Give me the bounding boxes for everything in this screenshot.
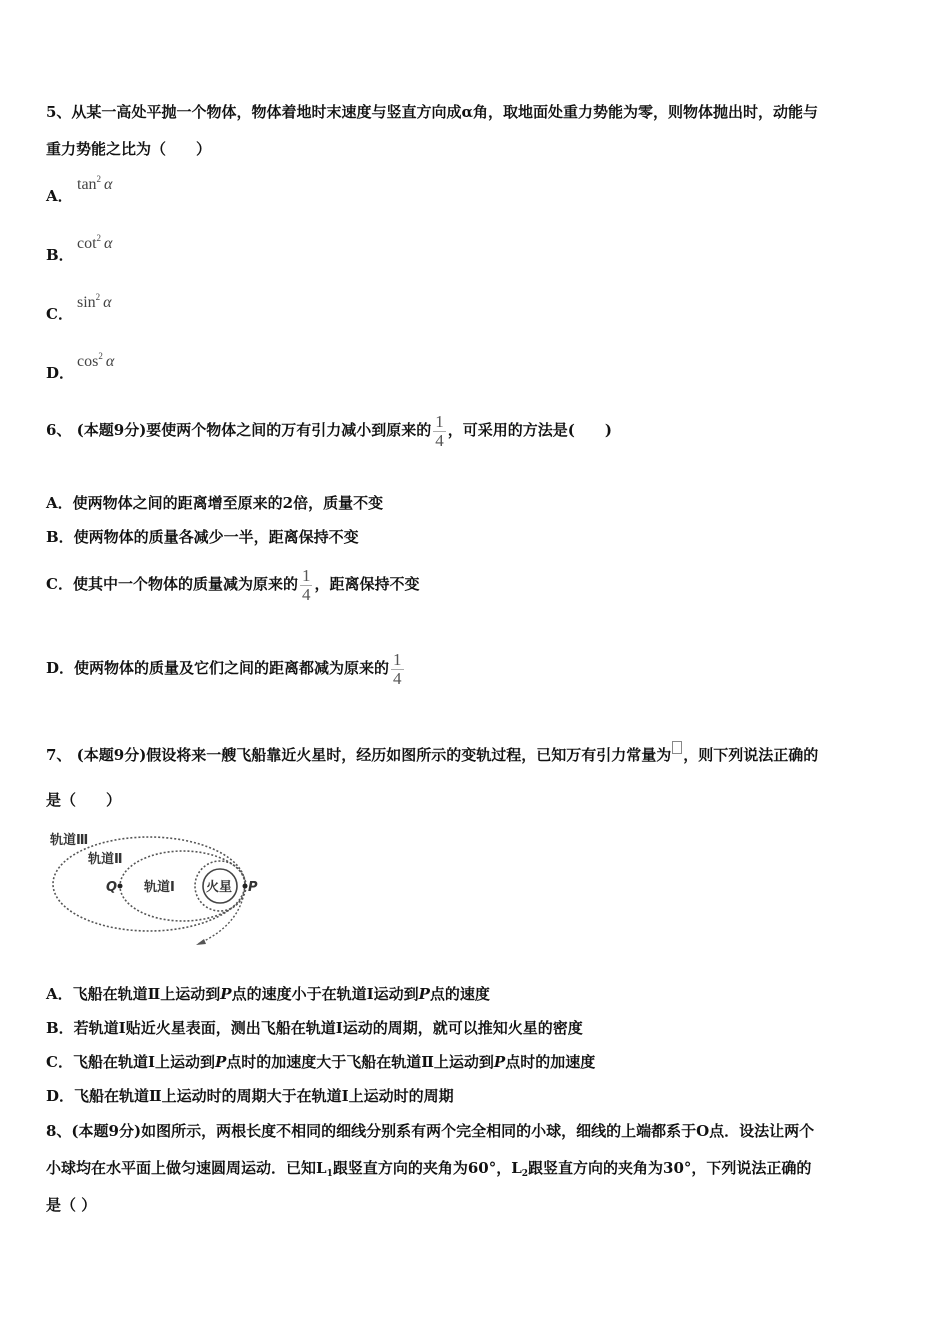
q6-stem: 6、 (本题9分)要使两个物体之间的万有引力减小到原来的 $\frac{1}{4}$ ，可采用的方法是( ) (46, 411, 612, 450)
q6-option-a[interactable]: A．使两物体之间的距离增至原来的2倍，质量不变 (46, 494, 384, 512)
fraction-quarter: $\frac{1}{4}$ (393, 649, 402, 688)
q7-option-b[interactable]: B．若轨道Ⅰ贴近火星表面，测出飞船在轨道Ⅰ运动的周期，就可以推知火星的密度 (46, 1019, 583, 1037)
q-label: Q (106, 880, 118, 895)
option-formula: $\sin^2 \alpha$ (77, 292, 112, 311)
p-label: P (248, 880, 258, 895)
q7-stem-line1: 7、 (本题9分)假设将来一艘飞船靠近火星时，经历如图所示的变轨过程，已知万有引力常量为 ，则下列说法正确的 (46, 741, 818, 765)
q7-stem-line2: 是（ ） (46, 791, 122, 809)
q8-stem-line1: 8、(本题9分)如图所示，两根长度不相同的细线分别系有两个完全相同的小球，细线的上端都系于O点．设法让两个 (46, 1122, 815, 1140)
missing-glyph-box (672, 741, 682, 754)
option-label: A． (46, 187, 73, 205)
q7-option-d[interactable]: D．飞船在轨道Ⅱ上运动时的周期大于在轨道Ⅰ上运动时的周期 (46, 1087, 454, 1105)
q7-option-c[interactable]: C．飞船在轨道Ⅰ上运动到P点时的加速度大于飞船在轨道Ⅱ上运动到P点时的加速度 (46, 1053, 596, 1071)
q6-option-d[interactable]: D．使两物体的质量及它们之间的距离都减为原来的 $\frac{1}{4}$ (46, 649, 402, 688)
option-label: B． (46, 246, 74, 264)
option-formula: $\cot^2 \alpha$ (77, 233, 113, 252)
option-formula: $\cos^2 \alpha$ (77, 351, 115, 370)
option-label: C． (46, 305, 73, 323)
planet-label: 火星 (206, 880, 233, 895)
fraction-quarter: $\frac{1}{4}$ (301, 565, 311, 604)
option-label: D． (46, 364, 75, 382)
q5-stem-line1: 5、从某一高处平抛一个物体，物体着地时末速度与竖直方向成α角，取地面处重力势能为零，则物体抛出时，动能与 (46, 103, 818, 121)
orbit-2-label: 轨道Ⅱ (88, 852, 123, 867)
q6-option-b[interactable]: B．使两物体的质量各减少一半，距离保持不变 (46, 528, 359, 546)
q8-stem-line3: 是（ ） (46, 1196, 97, 1214)
orbit-3-label: 轨道Ⅲ (50, 833, 89, 848)
option-formula: $\tan^2 \alpha$ (77, 174, 113, 193)
fraction-quarter: $\frac{1}{4}$ (435, 411, 444, 450)
q8-stem-line2: 小球均在水平面上做匀速圆周运动．已知$L_1$跟竖直方向的夹角为60°，$L_2$跟竖直方向的夹角为30°，下列说法正确的 (46, 1159, 812, 1179)
point-p (243, 884, 248, 889)
orbit-1-label: 轨道Ⅰ (144, 880, 175, 895)
point-q (118, 884, 123, 889)
arrow-head (196, 939, 206, 945)
q5-stem-line2: 重力势能之比为（ ） (46, 140, 212, 158)
orbit-diagram (46, 826, 276, 948)
q6-option-c[interactable]: C．使其中一个物体的质量减为原来的 $\frac{1}{4}$ ，距离保持不变 (46, 565, 420, 604)
q7-option-a[interactable]: A．飞船在轨道Ⅱ上运动到P点的速度小于在轨道Ⅰ运动到P点的速度 (46, 985, 490, 1003)
